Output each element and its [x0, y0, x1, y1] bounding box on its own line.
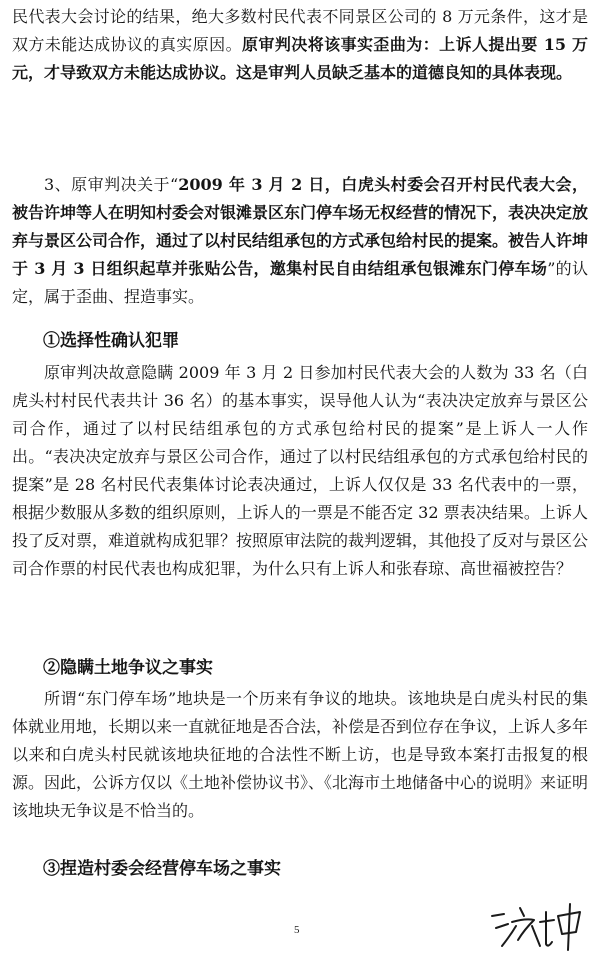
- page-number: 5: [294, 924, 300, 936]
- paragraph-point-3-quote: 2009 年 3 月 2 日，白虎头村委会召开村民代表大会，被告许坤等人在明知村委会对银滩景区东门停车场无权经营的情况下，表决决定放弃与景区公司合作，通过了以村民结组承包的方式承包给村民的提案。被告人许坤于 3 月 3 日组织起草并张贴公告，邀集村民自由结组承包银滩东门停车场: [12, 175, 589, 278]
- heading-selective-confirmation: ①选择性确认犯罪: [43, 331, 179, 351]
- paragraph-land-dispute: 所谓“东门停车场”地块是一个历来有争议的地块。该地块是白虎头村民的集体就业用地，长期以来一直就征地是否合法，补偿是否到位存在争议，上诉人多年以来和白虎头村民就该地块征地的合法性不断上访，也是导致本案打击报复的根源。因此，公诉方仅以《土地补偿协议书》、《北海市土地储备中心的说明》来证明该地块无争议是不恰当的。: [12, 689, 589, 820]
- paragraph-point-3: [12, 171, 588, 311]
- paragraph-continuation-bold: 原审判决将该事实歪曲为：上诉人提出要 15 万元，才导致双方未能达成协议。这是审判人员缺乏基本的道德良知的具体表现。: [12, 35, 588, 82]
- heading-land-dispute: ②隐瞒土地争议之事实: [43, 658, 213, 678]
- heading-fabricated-parking: ③捏造村委会经营停车场之事实: [43, 859, 281, 879]
- paragraph-point-3-tail: ”的认定，属于歪曲、捏造事实。: [12, 259, 588, 306]
- handwritten-signature: [488, 896, 588, 952]
- paragraph-continuation-text: 民代表大会讨论的结果，绝大多数村民代表不同景区公司的 8 万元条件，这才是双方未能达成协议的真实原因。: [12, 7, 588, 54]
- paragraph-selective-confirmation: 原审判决故意隐瞒 2009 年 3 月 2 日参加村民代表大会的人数为 33 名（白虎头村村民代表共计 36 名）的基本事实，误导他人认为“表决决定放弃与景区公司合作，通过了以村民结组承包的方式承包给村民的提案”是上诉人一人作出。“表决决定放弃与景区公司合作，通过了以村民结组承包的方式承包给村民的提案”是 28 名村民代表集体讨论表决通过，上诉人仅仅是 33 名代表中的一票，根据少数服从多数的组织原则，上诉人的一票是不能否定 32 票表决结果。上诉人投了反对票，难道就构成犯罪？按照原审法院的裁判逻辑，其他投了反对与景区公司合作票的村民代表也构成犯罪，为什么只有上诉人和张春琼、高世福被控告？: [12, 363, 589, 578]
- paragraph-point-3-lead: 3、原审判决关于“: [44, 175, 179, 194]
- paragraph-continuation: [12, 3, 588, 87]
